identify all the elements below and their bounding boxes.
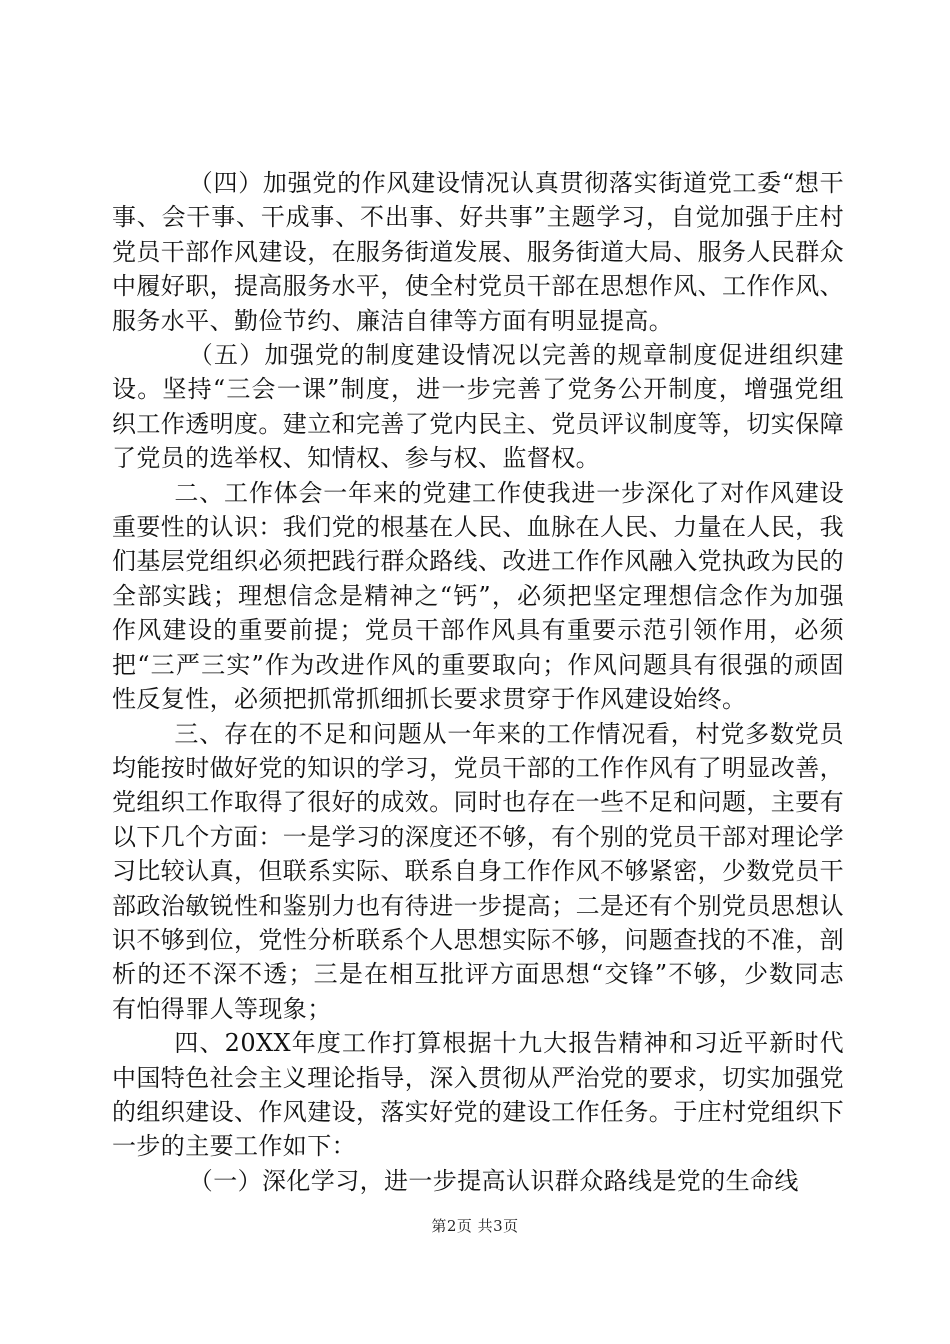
paragraph-work-plan: 四、20XX年度工作打算根据十九大报告精神和习近平新时代中国特色社会主义理论指导，深入贯彻从严治党的要求，切实加强党的组织建设、作风建设，落实好党的建设工作任务。于庄村党组织下一步的主要工作如下：: [112, 1029, 844, 1161]
page-number-footer: 第2页 共3页: [431, 1217, 519, 1235]
paragraph-work-experience: 二、工作体会一年来的党建工作使我进一步深化了对作风建设重要性的认识：我们党的根基在人民、血脉在人民、力量在人民，我们基层党组织必须把践行群众路线、改进工作作风融入党执政为民的全部实践；理想信念是精神之“钙”，必须把坚定理想信念作为加强作风建设的重要前提；党员干部作风具有重要示范引领作用，必须把“三严三实”作为改进作风的重要取向；作风问题具有很强的顽固性反复性，必须把抓常抓细抓长要求贯穿于作风建设始终。: [112, 478, 844, 714]
paragraph-deepen-study: （一）深化学习，进一步提高认识群众路线是党的生命线: [188, 1166, 799, 1195]
paragraph-party-system-building: （五）加强党的制度建设情况以完善的规章制度促进组织建设。坚持“三会一课”制度，进一步完善了党务公开制度，增强党组织工作透明度。建立和完善了党内民主、党员评议制度等，切实保障了党员的选举权、知情权、参与权、监督权。: [112, 341, 844, 473]
paragraph-party-style-building: （四）加强党的作风建设情况认真贯彻落实街道党工委“想干事、会干事、干成事、不出事、好共事”主题学习，自觉加强于庄村党员干部作风建设，在服务街道发展、服务街道大局、服务人民群众中履好职，提高服务水平，使全村党员干部在思想作风、工作作风、服务水平、勤俭节约、廉洁自律等方面有明显提高。: [112, 169, 844, 335]
paragraph-shortcomings: 三、存在的不足和问题从一年来的工作情况看，村党多数党员均能按时做好党的知识的学习，党员干部的工作作风有了明显改善，党组织工作取得了很好的成效。同时也存在一些不足和问题，主要有以下几个方面：一是学习的深度还不够，有个别的党员干部对理论学习比较认真，但联系实际、联系自身工作作风不够紧密，少数党员干部政治敏锐性和鉴别力也有待进一步提高；二是还有个别党员思想认识不够到位，党性分析联系个人思想实际不够，问题查找的不准，剖析的还不深不透；三是在相互批评方面思想“交锋”不够，少数同志有怕得罪人等现象；: [112, 719, 844, 1023]
document-body: [112, 166, 844, 1198]
